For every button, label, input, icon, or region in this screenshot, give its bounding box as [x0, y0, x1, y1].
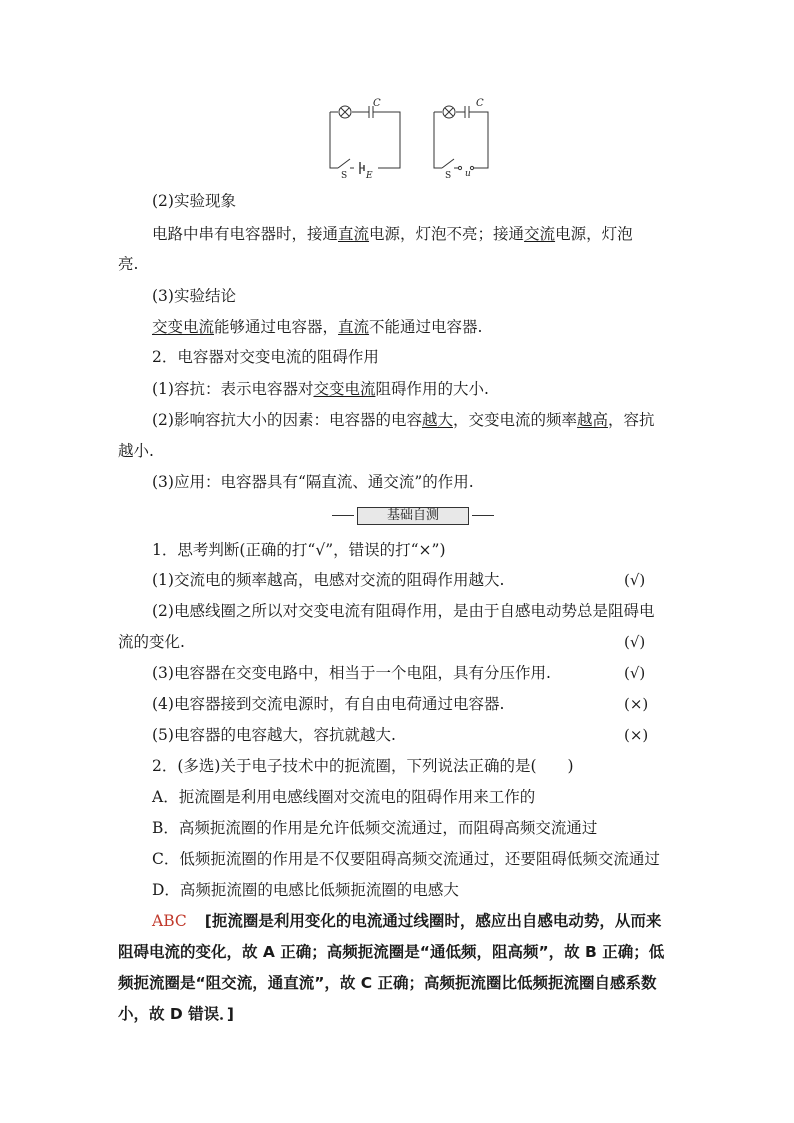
circuit-diagrams	[320, 96, 490, 178]
underlined-term: 交变电流	[152, 318, 215, 336]
paragraph: 交变电流能够通过电容器，直流不能通过电容器.	[152, 318, 483, 336]
underlined-term: 越大	[421, 411, 453, 429]
section-heading: (2)实验现象	[152, 192, 236, 210]
switch-icon	[338, 159, 350, 168]
option-b: B．高频扼流圈的作用是允许低频交流通过，而阻碍高频交流通过	[152, 819, 598, 837]
judgment-mark: (√)	[624, 633, 646, 651]
paragraph: 电路中串有电容器时，接通直流电源，灯泡不亮；接通交流电源，灯泡	[152, 225, 633, 243]
underlined-term: 直流	[338, 225, 370, 243]
question-stem: 2．(多选)关于电子技术中的扼流圈，下列说法正确的是( )	[152, 757, 574, 775]
judgment-item-continuation: 流的变化.	[118, 633, 185, 651]
paragraph-continuation: 亮.	[118, 255, 139, 273]
source-label-right: u	[465, 169, 471, 178]
capacitor-icon	[465, 106, 469, 118]
underlined-term: 交变电流	[313, 380, 376, 398]
underlined-term: 交流	[524, 225, 556, 243]
judgment-mark: (×)	[624, 726, 649, 744]
source-label-left: E	[366, 171, 373, 178]
explanation-text: 小，故 D 错误．]	[118, 1005, 234, 1023]
option-a: A．扼流圈是利用电感线圈对交流电的阻碍作用来工作的	[152, 788, 536, 806]
answer-line	[152, 911, 661, 931]
judgment-mark: (√)	[624, 571, 646, 589]
judgment-item: (2)电感线圈之所以对交变电流有阻碍作用，是由于自感电动势总是阻碍电	[152, 602, 655, 620]
section-title: 2．电容器对交变电流的阻碍作用	[152, 348, 379, 366]
judgment-item: (1)交流电的频率越高，电感对交流的阻碍作用越大.	[152, 571, 505, 589]
paragraph: (3)应用：电容器具有“隔直流、通交流”的作用.	[152, 473, 474, 491]
explanation-text: 阻碍电流的变化，故 A 正确；高频扼流圈是“通低频，阻高频”，故 B 正确；低	[118, 943, 665, 961]
capacitor-label-left: C	[373, 98, 381, 109]
judgment-mark: (√)	[624, 664, 646, 682]
ac-terminal-icon	[458, 166, 461, 169]
switch-label-left: S	[341, 171, 348, 178]
explanation-text: 频扼流圈是“阻交流，通直流”，故 C 正确；高频扼流圈比低频扼流圈自感系数	[118, 974, 657, 992]
judgment-mark: (×)	[624, 695, 649, 713]
underlined-term: 越高	[577, 411, 609, 429]
switch-icon	[442, 159, 454, 168]
paragraph: (2)影响容抗大小的因素：电容器的电容越大，交变电流的频率越高，容抗	[152, 411, 655, 429]
paragraph: (1)容抗：表示电容器对交变电流阻碍作用的大小.	[152, 380, 489, 398]
underlined-term: 直流	[338, 318, 370, 336]
option-c: C．低频扼流圈的作用是不仅要阻碍高频交流通过，还要阻碍低频交流通过	[152, 850, 660, 868]
judgment-item: (3)电容器在交变电路中，相当于一个电阻，具有分压作用.	[152, 664, 551, 682]
section-banner: 基础自测	[357, 507, 469, 525]
explanation-text: [扼流圈是利用变化的电流通过线圈时，感应出自感电动势，从而来	[204, 912, 662, 930]
judgment-item: (5)电容器的电容越大，容抗就越大.	[152, 726, 396, 744]
answer-key: ABC	[152, 912, 187, 930]
ac-terminal-icon	[470, 166, 473, 169]
switch-label-right: S	[445, 171, 452, 178]
section-heading: (3)实验结论	[152, 287, 236, 305]
judgment-item: (4)电容器接到交流电源时，有自由电荷通过电容器.	[152, 695, 505, 713]
option-d: D．高频扼流圈的电感比低频扼流圈的电感大	[152, 881, 459, 899]
paragraph-continuation: 越小.	[118, 442, 154, 460]
capacitor-label-right: C	[476, 98, 484, 109]
circuit-dc	[330, 106, 400, 174]
circuit-ac	[434, 106, 488, 170]
question-stem: 1．思考判断(正确的打“√”，错误的打“×”)	[152, 541, 446, 559]
